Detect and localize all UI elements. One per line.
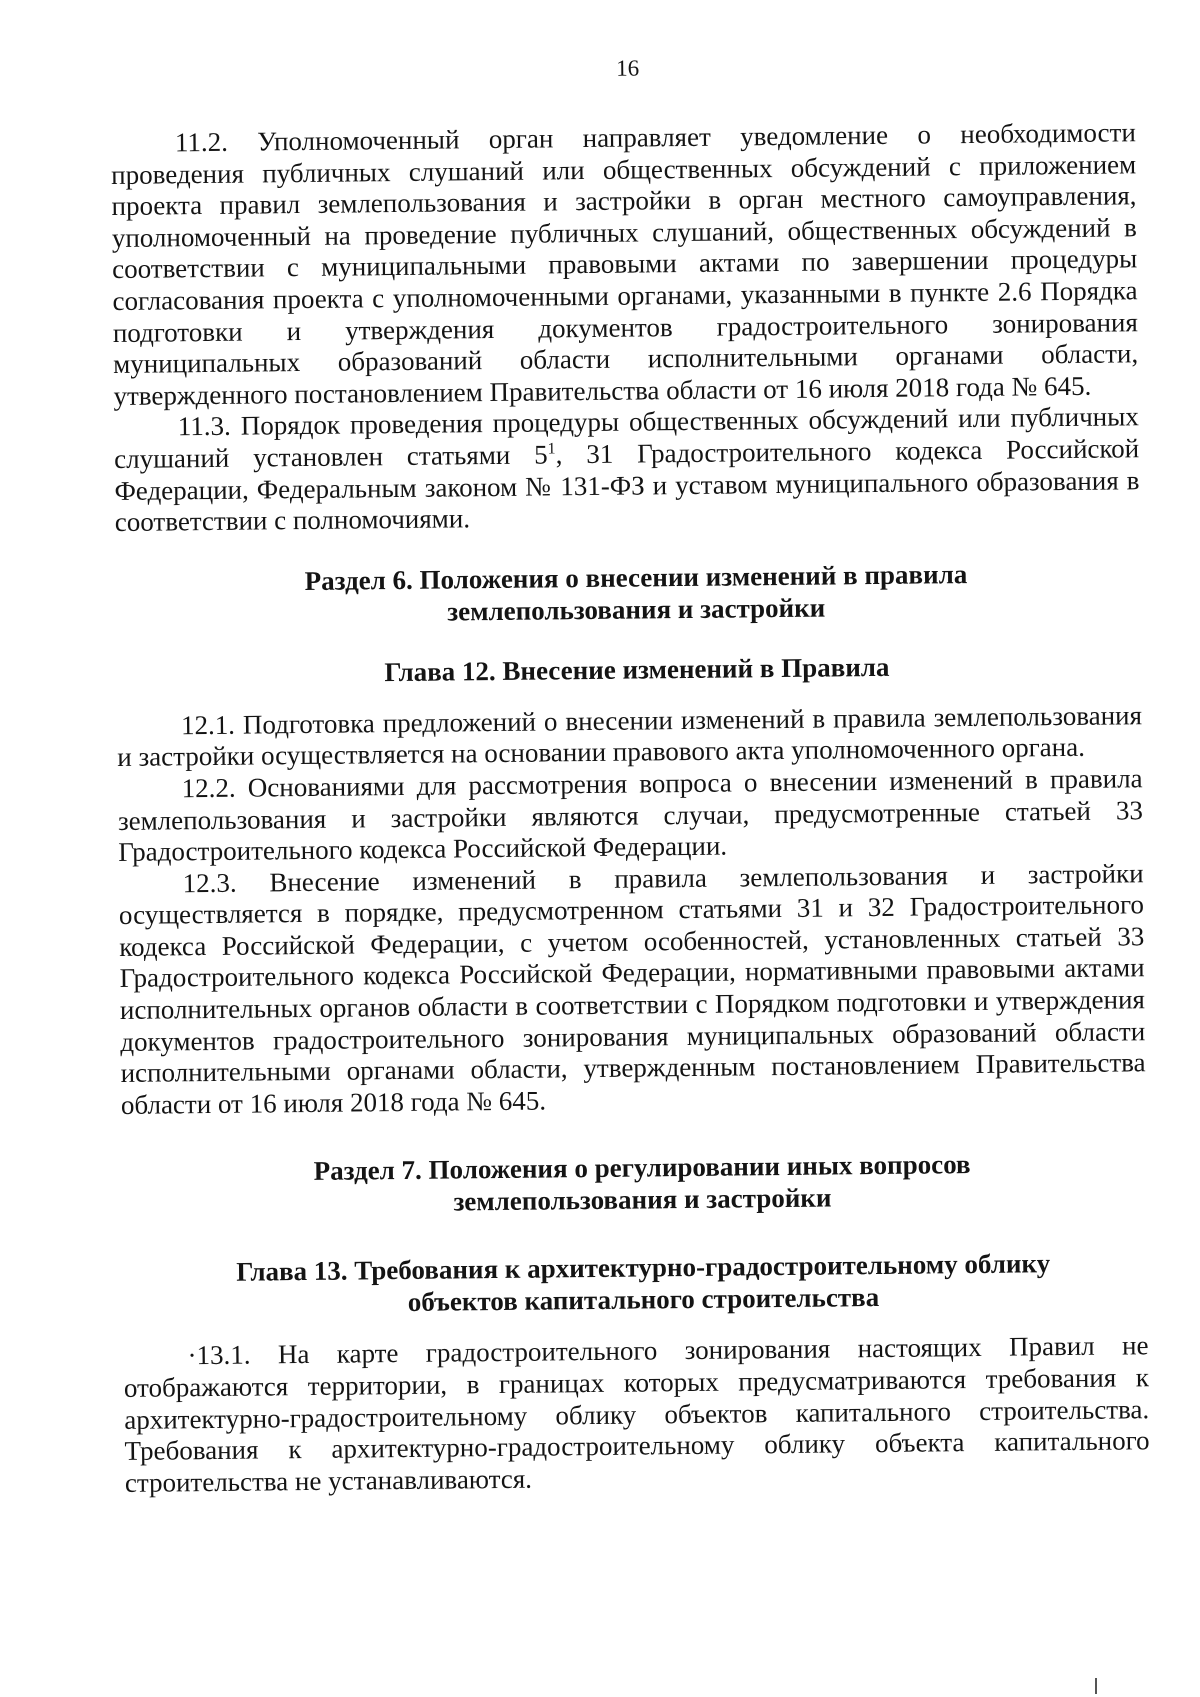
- chapter-13-heading-line-2: объектов капитального строительства: [407, 1282, 880, 1318]
- chapter-12-heading: Глава 12. Внесение изменений в Правила: [384, 651, 890, 687]
- chapter-13-heading-line-1: Глава 13. Требования к архитектурно-градостроительному облику: [236, 1248, 1051, 1288]
- paragraph-12-3: 12.3. Внесение изменений в правила землепользования и застройки осуществляется в порядке, предусмотренном статьями 31 и 32 Градостроительного кодекса Российской Федерации, с учетом особенностей, установленных статьей 33 Градостроительного кодекса Российской Федерации, нормативными правовыми актами исполнительных органов области в соответствии с Порядком подготовки и утверждения документов градостроительного зонирования муниципальных образований области исполнительными органами области, утвержденным постановлением Правительства области от 16 июля 2018 года № 645.: [118, 857, 1146, 1120]
- paragraph-12-2: 12.2. Основаниями для рассмотрения вопроса о внесении изменений в правила землепользования и застройки являются случаи, предусмотренные статьей 33 Градостроительного кодекса Российской Федерации.: [117, 763, 1144, 868]
- page-body: [110, 49, 1150, 1499]
- paragraph-11-3-text-start: 11.3. Порядок проведения процедуры общественных обсуждений или публичных слушаний установлен статьями 5: [114, 401, 1139, 474]
- paragraph-11-3-text-end: , 31 Градостроительного кодекса Российской Федерации, Федеральным законом № 131-ФЗ и уставом муниципального образования в соответствии с полномочиями.: [114, 433, 1140, 538]
- paragraph-13-1: ·13.1. На карте градостроительного зонирования настоящих Правил не отображаются территории, в границах которых предусматриваются требования к архитектурно-градостроительному облику объектов капитального строительства. Требования к архитектурно-градостроительному облику объекта капитального строительства не устанавливаются.: [123, 1330, 1150, 1498]
- paragraph-12-1: 12.1. Подготовка предложений о внесении изменений в правила землепользования и застройки осуществляется на основании правового акта уполномоченного органа.: [117, 699, 1143, 773]
- section-6-heading-line-2: землепользования и застройки: [447, 592, 826, 627]
- page-number: 16: [615, 55, 640, 81]
- scan-edge-mark: [1095, 1678, 1097, 1694]
- section-6-heading-line-1: Раздел 6. Положения о внесении изменений в правила: [304, 558, 968, 596]
- section-6-heading: [115, 556, 1141, 631]
- paragraph-11-2: 11.2. Уполномоченный орган направляет уведомление о необходимости проведения публичных слушаний или общественных обсуждений с приложением проекта правил землепользования и застройки в орган местного самоуправления, уполномоченный на проведение публичных слушаний, общественных обсуждений в соответствии с муниципальными правовыми актами по завершении процедуры согласования проекта с уполномоченными органами, указанными в пункте 2.6 Порядка подготовки и утверждения документов градостроительного зонирования муниципальных образований области исполнительными органами области, утвержденного постановлением Правительства области от 16 июля 2018 года № 645.: [111, 117, 1139, 411]
- section-7-heading: [121, 1147, 1147, 1222]
- chapter-13-heading: [123, 1247, 1149, 1322]
- section-7-heading-line-1: Раздел 7. Положения о регулировании иных вопросов: [313, 1149, 971, 1187]
- section-7-heading-line-2: землепользования и застройки: [453, 1182, 832, 1217]
- paragraph-11-3: [114, 402, 1140, 539]
- superscript-index: 1: [547, 440, 556, 458]
